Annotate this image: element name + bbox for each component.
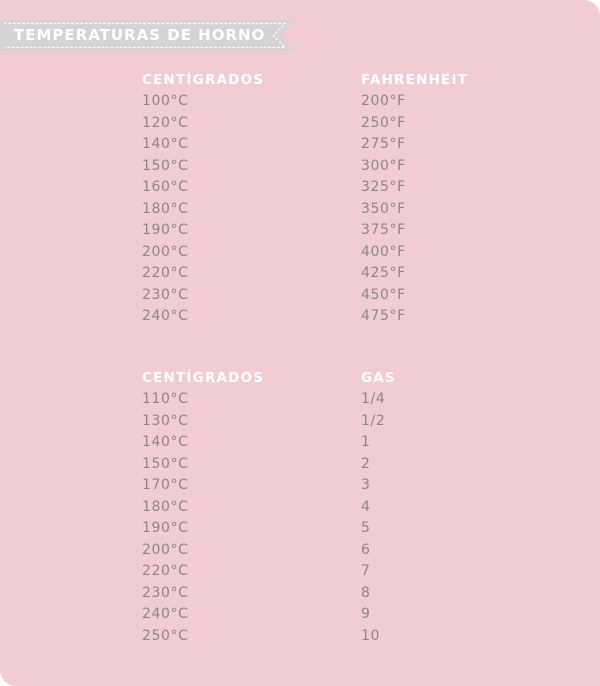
gas-mark-value: 3 [361, 477, 371, 493]
fahrenheit-value: 475°F [361, 308, 406, 324]
table-row [142, 264, 482, 286]
fahrenheit-value: 350°F [361, 200, 406, 217]
celsius-value: 160°C [142, 179, 189, 195]
celsius-value: 180°C [142, 200, 189, 217]
table-row [142, 135, 482, 157]
fahrenheit-value: 275°F [361, 136, 406, 152]
celsius-value: 240°C [142, 308, 189, 324]
table-row [142, 584, 482, 606]
celsius-value: 220°C [142, 563, 189, 579]
fahrenheit-value: 375°F [361, 222, 406, 238]
header-fahrenheit: FAHRENHEIT [361, 72, 469, 88]
celsius-value: 140°C [142, 136, 189, 152]
celsius-value: 200°C [142, 243, 189, 260]
table-row [142, 541, 482, 563]
header-celsius: CENTÍGRADOS [142, 370, 265, 386]
gas-mark-value: 7 [361, 563, 371, 579]
celsius-value: 150°C [142, 157, 189, 174]
table-row [142, 519, 482, 541]
celsius-value: 110°C [142, 391, 189, 407]
table-row [142, 562, 482, 584]
table-row [142, 498, 482, 520]
table-row [142, 200, 482, 222]
fahrenheit-value: 400°F [361, 243, 406, 260]
table-header [142, 72, 482, 92]
celsius-fahrenheit-table [142, 72, 482, 329]
celsius-value: 130°C [142, 412, 189, 429]
gas-mark-value: 8 [361, 584, 371, 601]
table-row [142, 92, 482, 114]
gas-mark-value: 4 [361, 498, 371, 515]
table-row [142, 157, 482, 179]
table-row [142, 221, 482, 243]
table-row [142, 433, 482, 455]
fahrenheit-value: 325°F [361, 179, 406, 195]
title-banner [0, 20, 294, 51]
celsius-value: 240°C [142, 606, 189, 622]
fahrenheit-value: 450°F [361, 286, 406, 303]
celsius-value: 100°C [142, 93, 189, 109]
celsius-value: 190°C [142, 520, 189, 536]
celsius-value: 150°C [142, 455, 189, 472]
gas-mark-value: 1/4 [361, 391, 386, 407]
celsius-value: 230°C [142, 584, 189, 601]
header-gas: GAS [361, 370, 396, 386]
fahrenheit-value: 250°F [361, 114, 406, 131]
table-row [142, 178, 482, 200]
page-title: TEMPERATURAS DE HORNO [14, 26, 266, 44]
table-row [142, 605, 482, 627]
table-row [142, 627, 482, 649]
table-row [142, 286, 482, 308]
table-row [142, 307, 482, 329]
table-row [142, 476, 482, 498]
table-row [142, 412, 482, 434]
celsius-value: 190°C [142, 222, 189, 238]
celsius-value: 230°C [142, 286, 189, 303]
celsius-value: 220°C [142, 265, 189, 281]
gas-mark-value: 1 [361, 434, 371, 450]
gas-mark-value: 9 [361, 606, 371, 622]
table-row [142, 114, 482, 136]
gas-mark-value: 2 [361, 455, 371, 472]
table-row [142, 390, 482, 412]
celsius-value: 180°C [142, 498, 189, 515]
fahrenheit-value: 425°F [361, 265, 406, 281]
gas-mark-value: 6 [361, 541, 371, 558]
celsius-value: 170°C [142, 477, 189, 493]
fahrenheit-value: 300°F [361, 157, 406, 174]
fahrenheit-value: 200°F [361, 93, 406, 109]
celsius-gas-table [142, 370, 482, 648]
gas-mark-value: 5 [361, 520, 371, 536]
table-row [142, 455, 482, 477]
celsius-value: 120°C [142, 114, 189, 131]
celsius-value: 250°C [142, 627, 189, 644]
celsius-value: 140°C [142, 434, 189, 450]
table-header [142, 370, 482, 390]
header-celsius: CENTÍGRADOS [142, 72, 265, 88]
gas-mark-value: 1/2 [361, 412, 386, 429]
celsius-value: 200°C [142, 541, 189, 558]
table-row [142, 243, 482, 265]
gas-mark-value: 10 [361, 627, 381, 644]
